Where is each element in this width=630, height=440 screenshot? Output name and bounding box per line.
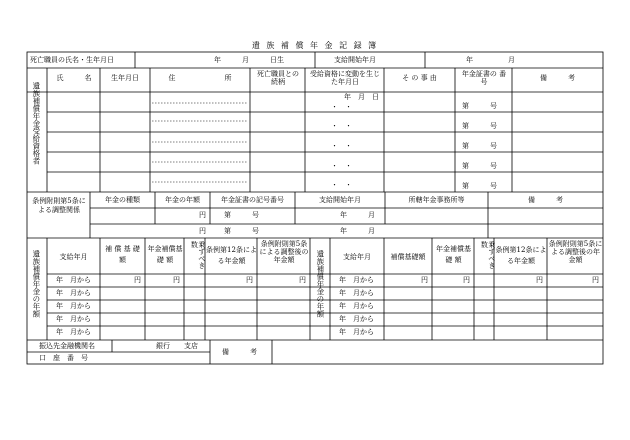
yen-unit: 円 — [199, 227, 206, 235]
col-adjusted: 条例附則第5条による調整後の年金額 — [259, 240, 309, 265]
bank-value: 銀行 支店 — [156, 342, 198, 350]
account-label: 口 座 番 号 — [39, 354, 88, 362]
col-art12-right: 条例第12条による年金額 — [495, 246, 547, 265]
cert-cell: 第 号 — [462, 122, 497, 130]
supp-ym-cell: 年 月 — [340, 211, 375, 219]
col-pension-base-right: 年金補償基 礎 額 — [436, 245, 471, 265]
date-dots: ・ ・ — [331, 162, 352, 170]
yen-unit: 円 — [536, 276, 543, 284]
col-office: 所轄年金事務所等 — [408, 196, 465, 204]
deceased-label: 死亡職員の氏名・生年月日 — [30, 56, 114, 64]
col-days-right: 乗ずべき数 — [480, 241, 496, 269]
cert-cell: 第 号 — [462, 102, 497, 110]
footer-remarks-label: 備 考 — [222, 348, 257, 356]
yen-unit: 円 — [134, 276, 141, 284]
ymd-caption: 年 月 日 — [344, 93, 379, 101]
yen-unit: 円 — [246, 276, 253, 284]
col-cert: 年金証書の 番 号 — [461, 70, 507, 87]
col-start-ym: 支給開始年月 — [319, 196, 361, 204]
yen-unit: 円 — [421, 276, 428, 284]
col-base-right: 補償基礎額 — [390, 253, 426, 261]
row-from-right: 年 月から — [339, 302, 374, 310]
row-from-right: 年 月から — [339, 289, 374, 297]
col-pension-kind: 年金の種類 — [105, 196, 140, 204]
col-adjusted-right: 条例附則第5条による調整後の年金額 — [548, 240, 603, 265]
col-relation: 死亡職員との続柄 — [257, 70, 299, 87]
recipients-side-label: 遺族補償年金受給資格者 — [31, 82, 41, 165]
yen-unit: 円 — [299, 276, 306, 284]
row-from-right: 年 月から — [339, 276, 374, 284]
col-change: 受給資格に変動を生じた年月日 — [310, 70, 380, 87]
col-reason: そ の 事 由 — [402, 74, 437, 82]
row-from: 年 月から — [56, 289, 91, 297]
annual-side-label: 遺族補償年金の年額 — [31, 250, 41, 318]
yen-unit: 円 — [463, 276, 470, 284]
row-from-right: 年 月から — [339, 328, 374, 336]
start-value: 年 月 — [466, 56, 515, 64]
deceased-birthdate: 年 月 日生 — [214, 56, 284, 64]
cert-cell: 第 号 — [462, 142, 497, 150]
col-pension-base: 年金補償基 礎 額 — [147, 245, 183, 265]
date-dots: ・ ・ — [331, 122, 352, 130]
col-base: 補 償 基 礎 額 — [105, 245, 140, 265]
start-label: 支給開始年月 — [334, 56, 376, 64]
cert-cell: 第 号 — [462, 182, 497, 190]
col-pension-amount: 年金の年額 — [165, 196, 200, 204]
col-period: 支給年月 — [59, 253, 88, 261]
supp-cert-cell: 第 号 — [224, 211, 259, 219]
col-name: 氏 名 — [56, 74, 92, 82]
row-from: 年 月から — [56, 276, 91, 284]
col-days: 乗ずべき数 — [190, 241, 206, 269]
date-dots: ・ ・ — [331, 142, 352, 150]
annual-side-label-right: 遺族補償年金の年額 — [315, 250, 325, 318]
col-period-right: 支給年月 — [343, 253, 371, 261]
row-from: 年 月から — [56, 315, 91, 323]
supp-ym-cell: 年 月 — [340, 227, 375, 235]
col-supp-remarks: 備 考 — [528, 196, 563, 204]
col-address: 住 所 — [168, 74, 232, 82]
page-title: 遺 族 補 償 年 金 記 録 簿 — [251, 41, 379, 50]
supp-cert-cell: 第 号 — [224, 227, 259, 235]
yen-unit: 円 — [199, 211, 206, 219]
date-dots: ・ ・ — [331, 103, 352, 111]
date-dots: ・ ・ — [331, 181, 352, 189]
row-from-right: 年 月から — [339, 315, 374, 323]
col-art12: 条例第12条による年金額 — [206, 246, 257, 265]
col-remarks: 備 考 — [540, 74, 575, 82]
row-from: 年 月から — [56, 302, 91, 310]
cert-cell: 第 号 — [462, 162, 497, 170]
row-from: 年 月から — [56, 328, 91, 336]
col-cert-number: 年金証書の記号番号 — [221, 196, 284, 204]
supplement-label: 条例附則第5条による調整関係 — [32, 197, 86, 215]
col-birth: 生年月日 — [111, 74, 139, 82]
bank-label: 振込先金融機関名 — [39, 342, 95, 350]
yen-unit: 円 — [592, 276, 599, 284]
yen-unit: 円 — [173, 276, 180, 284]
